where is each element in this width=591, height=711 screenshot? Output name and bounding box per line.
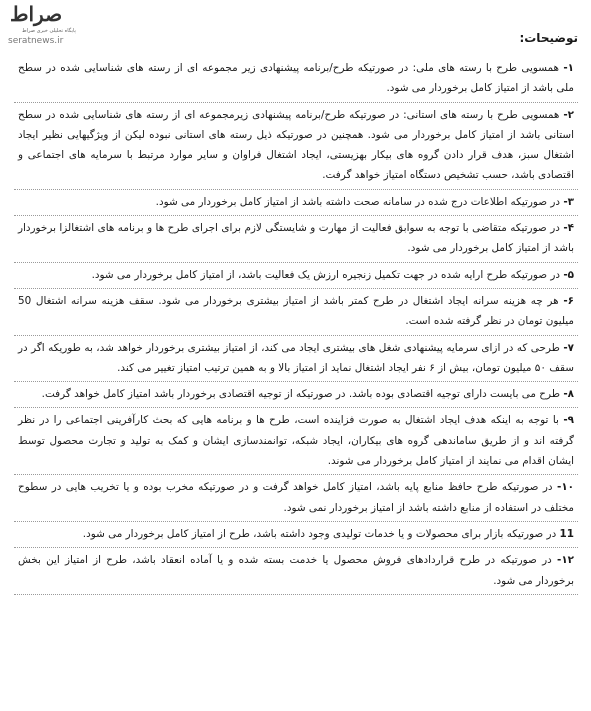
list-item [14, 216, 578, 263]
item-text: هر چه هزینه سرانه ایجاد اشتغال در طرح کمتر باشد از امتیاز بیشتری برخوردار می شود. سقف هزینه سرانه اشتغال 50 میلیون تومان در نظر گرفته شده است. [18, 294, 574, 328]
list-item [14, 408, 578, 475]
item-text: در صورتیکه اطلاعات درج شده در سامانه صحت داشته باشد از امتیاز کامل برخوردار می شود. [155, 195, 561, 208]
item-number: ۲- [563, 108, 575, 121]
item-text: در صورتیکه طرح ارایه شده در جهت تکمیل زنجیره ارزش یک فعالیت باشد، از امتیاز کامل برخوردار می شود. [91, 268, 561, 281]
item-text: در صورتیکه طرح حافظ منابع پایه باشد، امتیاز کامل خواهد گرفت و در صورتیکه مخرب بوده و یا تخریب هایی در سطوح مختلف در استفاده از منابع داشته باشد از امتیاز برخوردار نمی شود. [18, 481, 574, 514]
item-number: ۱۰- [557, 481, 575, 494]
list-item [14, 522, 578, 548]
list-item [14, 103, 578, 190]
item-text: در صورتیکه متقاضی با توجه به سوابق فعالیت از مهارت و شایستگی لازم برای اجرای طرح ها و برنامه های اشتغالزا برخوردار باشد از امتیاز کامل برخوردار می شود. [18, 222, 574, 255]
item-text: با توجه به اینکه هدف ایجاد اشتغال به صورت فزاینده است، طرح ها و برنامه هایی که بحث کارآفرینی اجتماعی را در نظر گرفته اند و از طریق ساماندهی گروه های بیکاران، ایجاد شبکه، توانمندسازی ایشان و کمک به تولید و تجارت محصول توسط ایشان اقدام می نمایند از امتیاز کامل برخوردار می شوند. [18, 414, 574, 468]
document-heading: توضیحات: [519, 31, 578, 45]
item-number: ۷- [563, 341, 574, 354]
list-item [14, 382, 578, 408]
item-text: طرحی که در ازای سرمایه پیشنهادی شغل های بیشتری ایجاد می کند، از امتیاز بیشتری برخوردار خواهد شد، به طوریکه اگر در سقف ۵۰ میلیون تومان، بیش از ۶ نفر ایجاد اشتغال نماید از امتیاز بالا و به همین ترتیب امتیاز تغییر می کند. [18, 341, 574, 374]
document-page [14, 22, 578, 595]
item-text: در صورتیکه بازار برای محصولات و یا خدمات تولیدی وجود داشته باشد، طرح از امتیاز کامل برخوردار می شود. [82, 527, 557, 540]
item-text: همسویی طرح با رسته های ملی: در صورتیکه طرح/برنامه پیشنهادی زیر مجموعه ای از رسته های شناسایی شده در سطح ملی باشد از امتیاز کامل برخوردار می شود. [18, 62, 574, 95]
list-item [14, 336, 578, 383]
item-number: ۳- [563, 195, 574, 208]
item-number: 11 [559, 527, 574, 540]
list-item [14, 289, 578, 336]
item-number: ۶- [563, 294, 574, 307]
watermark-brand: صراط [10, 2, 63, 26]
watermark-url: seratnews.ir [8, 36, 64, 46]
list-item [14, 263, 578, 289]
item-number: ۹- [563, 414, 574, 427]
item-number: ۱- [563, 62, 574, 74]
list-item [14, 190, 578, 216]
watermark-tagline: پایگاه تحلیلی خبری صراط [22, 28, 76, 34]
item-number: ۴- [563, 222, 575, 235]
item-text: طرح می بایست دارای توجیه اقتصادی بوده باشد. در صورتیکه از توجیه اقتصادی برخوردار باشد امتیاز کامل خواهد گرفت. [41, 388, 561, 401]
list-item [14, 475, 578, 522]
item-number: ۱۲- [556, 554, 574, 567]
list-item [14, 548, 578, 595]
item-number: ۵- [563, 268, 574, 281]
item-number: ۸- [563, 388, 574, 401]
item-text: در صورتیکه در طرح قراردادهای فروش محصول یا خدمت بسته شده و یا آماده انعقاد باشد، طرح از امتیاز این بخش برخوردار می شود. [18, 554, 574, 587]
list-item [14, 56, 578, 103]
item-text: همسویی طرح با رسته های استانی: در صورتیکه طرح/برنامه پیشنهادی زیرمجموعه ای از رسته های شناسایی شده در سطح استانی باشد از امتیاز کامل برخوردار می شود. همچنین در صورتیکه ذیل رسته های استانی نبوده لیکن از ویژگیهایی نظیر ایجاد اشتغال سبز، هدف قرار دادن گروه های بیکار بهزیستی، ایجاد اشتغال فراوان و سایر موارد مرتبط با سرمایه های اجتماعی و اقتصادی باشد، حسب تشخیص دستگاه امتیاز خواهد گرفت. [18, 108, 574, 182]
